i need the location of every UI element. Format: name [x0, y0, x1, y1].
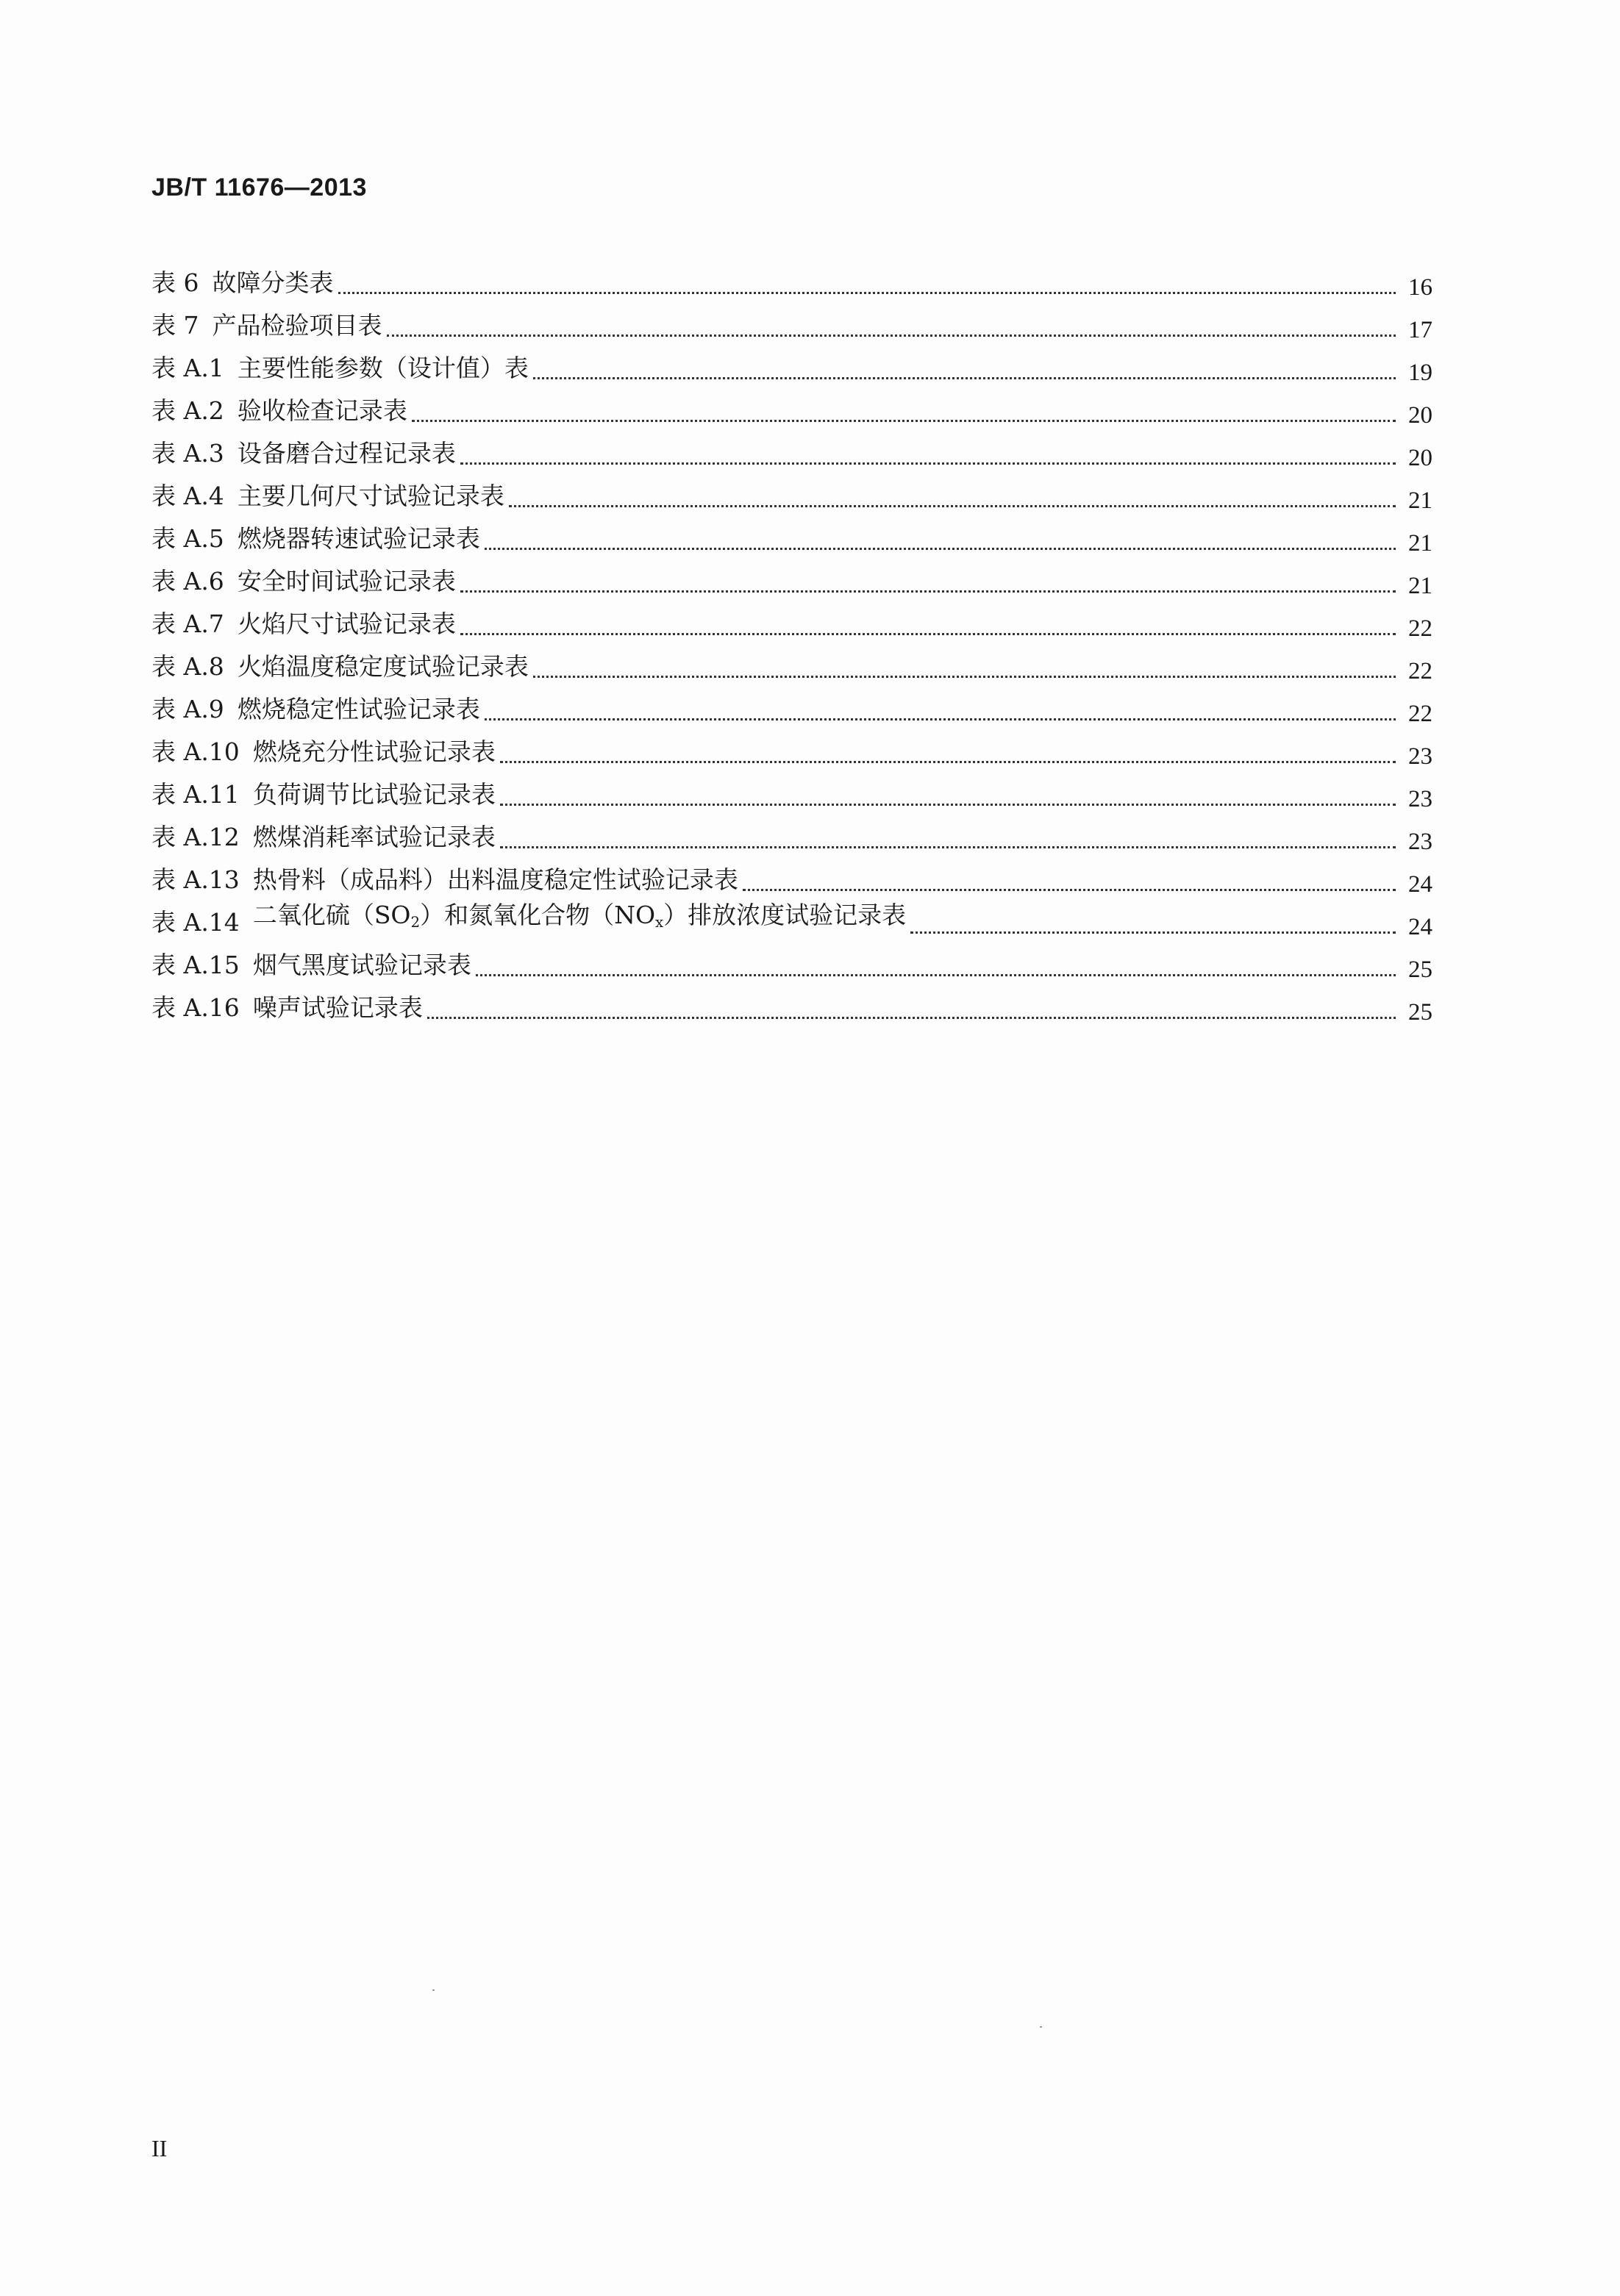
toc-leader-dots — [485, 540, 1396, 550]
toc-leader-dots — [500, 754, 1396, 763]
toc-leader-dots — [533, 370, 1396, 379]
toc-entry-label: 表 A.6 — [151, 567, 224, 596]
toc-entry-title: 验收检查记录表 — [237, 396, 407, 425]
toc-entry[interactable] — [151, 851, 1432, 898]
toc-entry-title: 故障分类表 — [212, 268, 334, 297]
toc-entry-label: 表 A.3 — [151, 439, 224, 468]
toc-entry-page: 20 — [1408, 445, 1432, 471]
toc-entry-page: 22 — [1408, 701, 1432, 727]
toc-entry-title: 烟气黑度试验记录表 — [252, 951, 471, 979]
toc-entry[interactable] — [151, 638, 1432, 684]
toc-entry-label: 表 A.12 — [151, 823, 240, 851]
toc-entry-title-part: 二氧化硫（SO — [252, 901, 411, 930]
toc-entry[interactable] — [151, 766, 1432, 812]
toc-entry-title: 燃煤消耗率试验记录表 — [252, 823, 496, 851]
toc-entry-title: 安全时间试验记录表 — [237, 567, 456, 596]
toc-entry-page: 21 — [1408, 487, 1432, 514]
toc-entry-label: 表 A.9 — [151, 695, 224, 723]
toc-entry-title: 火焰尺寸试验记录表 — [237, 609, 456, 638]
toc-entry[interactable] — [151, 254, 1432, 301]
toc-leader-dots — [485, 711, 1396, 720]
subscript-2: 2 — [410, 914, 421, 931]
toc-entry[interactable] — [151, 340, 1432, 386]
toc-entry-label: 表 A.15 — [151, 951, 240, 979]
toc-entry[interactable] — [151, 510, 1432, 557]
toc-entry-page: 20 — [1408, 402, 1432, 429]
toc-entry-label: 表 A.13 — [151, 865, 240, 894]
toc-entry-title: 负荷调节比试验记录表 — [252, 780, 496, 809]
toc-entry-page: 25 — [1408, 956, 1432, 983]
toc-leader-dots — [460, 455, 1396, 465]
toc-leader-dots — [460, 583, 1396, 593]
toc-entry-label: 表 A.8 — [151, 652, 224, 681]
toc-leader-dots — [509, 498, 1396, 507]
toc-leader-dots — [460, 626, 1396, 635]
toc-entry-label: 表 A.10 — [151, 737, 240, 766]
toc-entry-title: 燃烧器转速试验记录表 — [237, 524, 480, 553]
toc-entry-title: 主要性能参数（设计值）表 — [237, 354, 529, 382]
toc-entry-page: 19 — [1408, 360, 1432, 386]
toc-entry[interactable] — [151, 382, 1432, 429]
toc-entry-label: 表 A.4 — [151, 482, 224, 510]
toc-entry[interactable] — [151, 553, 1432, 599]
toc-entry-page: 25 — [1408, 999, 1432, 1026]
toc-entry[interactable] — [151, 681, 1432, 727]
scan-speck — [432, 1989, 435, 1991]
toc-entry[interactable] — [151, 297, 1432, 343]
toc-entry-label: 表 A.5 — [151, 524, 224, 553]
toc-leader-dots — [476, 967, 1396, 976]
toc-entry-page: 21 — [1408, 573, 1432, 599]
toc-leader-dots — [412, 412, 1396, 422]
toc-entry[interactable] — [151, 596, 1432, 642]
toc-entry-title: 主要几何尺寸试验记录表 — [237, 482, 504, 510]
toc-entry-label: 表 A.11 — [151, 780, 240, 809]
toc-entry-page: 22 — [1408, 658, 1432, 684]
toc-entry-title: 火焰温度稳定度试验记录表 — [237, 652, 529, 681]
toc-entry-label: 表 A.7 — [151, 609, 224, 638]
toc-entry-page: 24 — [1408, 914, 1432, 940]
toc-entry[interactable] — [151, 979, 1432, 1026]
toc-entry-page: 16 — [1408, 274, 1432, 301]
toc-entry-page: 24 — [1408, 871, 1432, 898]
toc-entry-label: 表 A.2 — [151, 396, 224, 425]
toc-entry-page: 23 — [1408, 743, 1432, 770]
toc-entry[interactable] — [151, 723, 1432, 770]
toc-entry-title: 热骨料（成品料）出料温度稳定性试验记录表 — [252, 865, 738, 894]
toc-entry[interactable] — [151, 468, 1432, 514]
toc-leader-dots — [500, 796, 1396, 806]
subscript-x: x — [655, 914, 664, 931]
toc-entry-label: 表 A.1 — [151, 354, 224, 382]
toc-entry[interactable] — [151, 809, 1432, 855]
toc-entry-label: 表 7 — [151, 311, 199, 340]
toc-leader-dots — [910, 924, 1396, 934]
page-number-footer: II — [151, 2135, 168, 2161]
toc-entry-title: 噪声试验记录表 — [252, 993, 423, 1022]
toc-entry-title: 产品检验项目表 — [212, 311, 382, 340]
toc-entry-label: 表 A.14 — [151, 908, 240, 937]
toc-entry-title: 燃烧充分性试验记录表 — [252, 737, 496, 766]
toc-entry-page: 22 — [1408, 615, 1432, 642]
toc-entry-label: 表 A.16 — [151, 993, 240, 1022]
toc-entry-page: 23 — [1408, 829, 1432, 855]
toc-entry-title — [253, 901, 906, 937]
toc-entry[interactable] — [151, 894, 1432, 940]
toc-leader-dots — [743, 881, 1396, 891]
toc-entry-title: 设备磨合过程记录表 — [237, 439, 456, 468]
toc-entry[interactable] — [151, 425, 1432, 471]
standard-number-header: JB/T 11676—2013 — [151, 174, 367, 201]
toc-entry-title-part: ）和氮氧化合物（NO — [420, 901, 656, 930]
toc-leader-dots — [427, 1009, 1396, 1019]
toc-entry-label: 表 6 — [151, 268, 199, 297]
toc-entry-title-part: ）排放浓度试验记录表 — [663, 901, 907, 930]
table-of-contents-list — [151, 254, 1432, 1026]
toc-leader-dots — [500, 839, 1396, 848]
toc-leader-dots — [338, 285, 1396, 294]
toc-entry-page: 21 — [1408, 530, 1432, 557]
scan-speck — [1040, 2026, 1042, 2028]
toc-entry-page: 17 — [1408, 317, 1432, 343]
toc-entry-title: 燃烧稳定性试验记录表 — [237, 695, 480, 723]
toc-entry-page: 23 — [1408, 786, 1432, 812]
toc-leader-dots — [533, 668, 1396, 678]
toc-leader-dots — [387, 327, 1396, 337]
toc-entry[interactable] — [151, 937, 1432, 983]
